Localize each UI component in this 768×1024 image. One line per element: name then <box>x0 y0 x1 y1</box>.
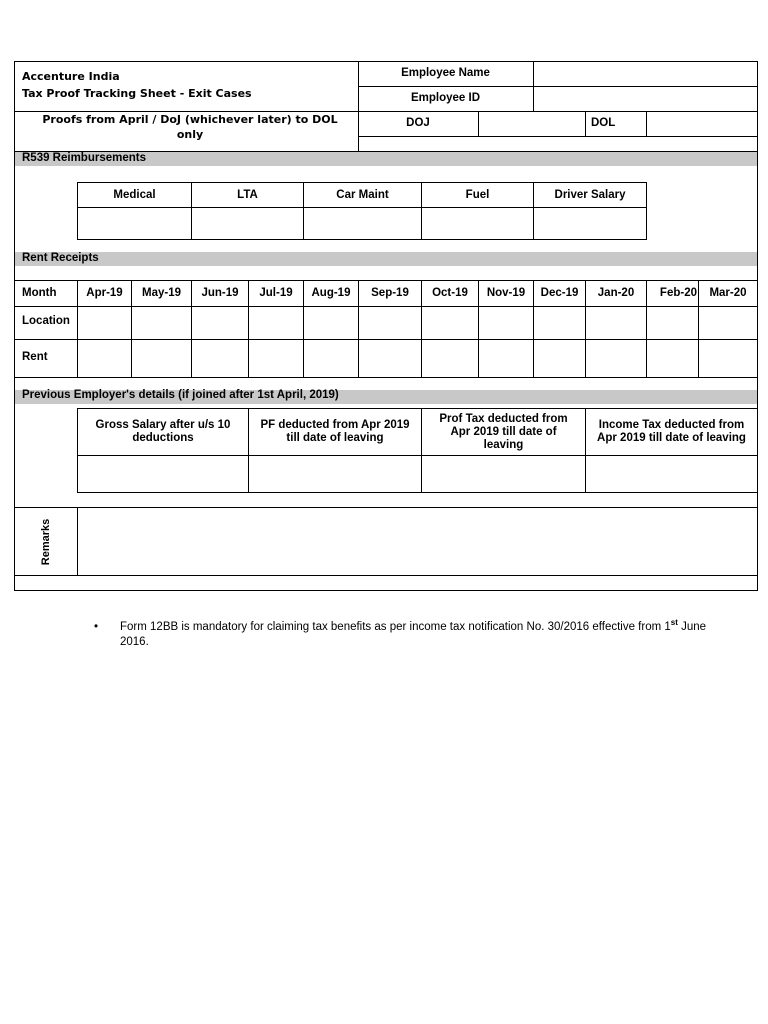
prev-col-gross-salary: Gross Salary after u/s 10 deductions <box>77 408 249 456</box>
prev-gross-salary-field[interactable] <box>77 455 249 493</box>
remarks-label: Remarks <box>39 518 52 565</box>
rent-month-dec-19: Dec-19 <box>540 287 579 299</box>
header-row-3-bottom <box>358 136 758 137</box>
remarks-field[interactable] <box>78 508 757 575</box>
dol-field[interactable] <box>647 112 757 136</box>
footnote-superscript: st <box>670 618 678 628</box>
footnote-text-end: June 2016. <box>120 621 707 648</box>
reimb-col-driver-salary: Driver Salary <box>533 182 647 208</box>
reimb-col-medical: Medical <box>77 182 192 208</box>
rent-month-apr-19: Apr-19 <box>86 287 123 299</box>
doj-value-divider-right <box>585 111 586 137</box>
rent-location-label: Location <box>22 315 70 327</box>
remarks-bottom-rule <box>14 575 758 576</box>
reimb-medical-field[interactable] <box>77 207 192 240</box>
footnote-bullet: • <box>94 621 99 633</box>
prev-col-prof-tax: Prof Tax deducted from Apr 2019 till date of leaving <box>421 408 586 456</box>
prev-pf-deducted-field[interactable] <box>248 455 422 493</box>
reimb-col-car-maint: Car Maint <box>303 182 422 208</box>
reimb-driver-salary-field[interactable] <box>533 207 647 240</box>
remarks-label-wrap <box>15 508 77 575</box>
employee-id-field[interactable] <box>534 87 757 111</box>
employee-id-label: Employee ID <box>410 92 481 104</box>
prev-col-pf-deducted: PF deducted from Apr 2019 till date of leaving <box>248 408 422 456</box>
employee-name-label: Employee Name <box>401 67 490 79</box>
doj-field[interactable] <box>479 112 585 136</box>
reimb-car-maint-field[interactable] <box>303 207 422 240</box>
prev-col-income-tax: Income Tax deducted from Apr 2019 till date of leaving <box>585 408 758 456</box>
rent-month-aug-19: Aug-19 <box>311 287 351 299</box>
rent-month-may-19: May-19 <box>142 287 181 299</box>
doj-label: DOJ <box>406 117 430 129</box>
rent-month-label: Month <box>22 287 57 299</box>
rent-month-nov-19: Nov-19 <box>486 287 526 299</box>
sheet-title: Tax Proof Tracking Sheet - Exit Cases <box>22 87 252 100</box>
dol-label: DOL <box>591 117 616 129</box>
prev-prof-tax-field[interactable] <box>421 455 586 493</box>
reimb-col-fuel: Fuel <box>421 182 534 208</box>
rent-section-band <box>15 252 757 266</box>
rent-month-oct-19: Oct-19 <box>432 287 468 299</box>
prev-employer-section-title: Previous Employer's details (if joined after 1st April, 2019) <box>22 389 339 401</box>
reimb-lta-field[interactable] <box>191 207 304 240</box>
rent-month-sep-19: Sep-19 <box>371 287 409 299</box>
reimb-col-lta: LTA <box>191 182 304 208</box>
prev-income-tax-field[interactable] <box>585 455 758 493</box>
rent-section-title: Rent Receipts <box>22 252 99 264</box>
footnote-text <box>120 620 720 650</box>
rent-month-feb-20: Feb-20 <box>659 287 697 299</box>
rent-rent-label: Rent <box>22 351 48 363</box>
company-name: Accenture India <box>22 70 120 83</box>
rent-month-jun-19: Jun-19 <box>201 287 239 299</box>
reimb-section-title: R539 Reimbursements <box>22 152 146 164</box>
proofs-note: Proofs from April / DoJ (whichever later) to DOL only <box>42 113 338 141</box>
rent-month-mar-20: Mar-20 <box>709 287 747 299</box>
reimb-fuel-field[interactable] <box>421 207 534 240</box>
rent-month-jul-19: Jul-19 <box>259 287 293 299</box>
employee-name-field[interactable] <box>534 62 757 86</box>
rent-month-jan-20: Jan-20 <box>597 287 635 299</box>
footnote-text-main: Form 12BB is mandatory for claiming tax benefits as per income tax notification No. 30/2016 effective from 1 <box>120 621 671 633</box>
